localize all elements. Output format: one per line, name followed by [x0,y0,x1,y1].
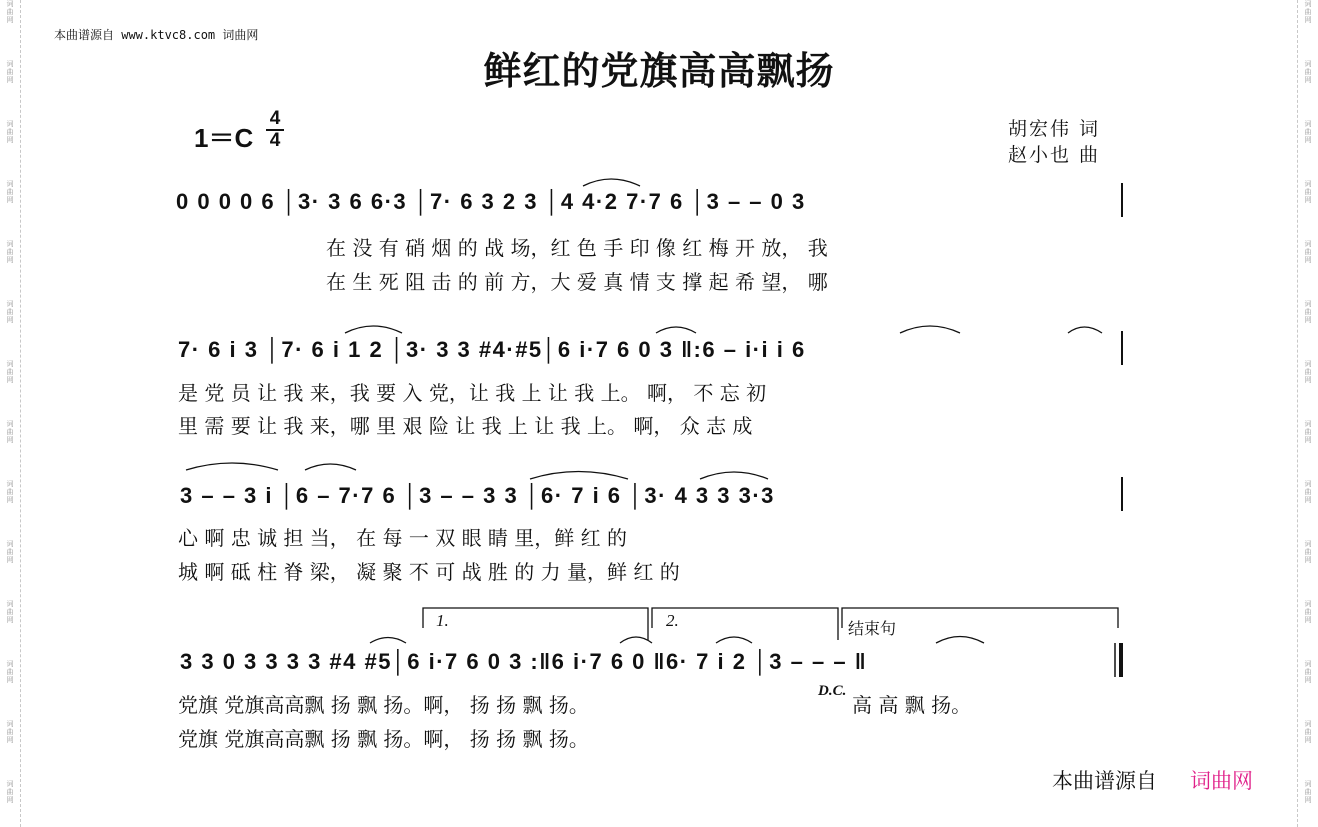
margin-watermark: 词 曲 网 [6,120,14,144]
slur [1068,327,1102,333]
time-signature [266,110,284,150]
margin-watermark: 词 曲 网 [1304,0,1312,24]
margin-watermark: 词 曲 网 [6,600,14,624]
lyricist-credit: 胡宏伟 词 [1008,118,1101,140]
volta-1-bracket [423,608,648,640]
volta-1-label: 1. [436,611,449,630]
slur [530,472,628,480]
margin-watermark: 词 曲 网 [6,300,14,324]
time-signature-top: 4 [269,108,281,129]
slur [700,472,768,479]
time-signature-bottom: 4 [269,130,281,151]
margin-watermark: 词 曲 网 [6,360,14,384]
slur [656,327,696,333]
slur [370,638,406,644]
lyric-line-3-verse1: 心 啊 忠 诚 担 当， 在 每 一 双 眼 睛 里，鲜 红 的 [178,526,628,550]
notation-line-3: 3 – – 3 i │6 – 7·7 6 │3 – – 3 3 │6· 7 i 6 │3· 4 3 3 3·3 [180,483,775,508]
margin-watermark: 词 曲 网 [1304,180,1312,204]
margin-watermark: 词 曲 网 [1304,300,1312,324]
margin-watermark: 词 曲 网 [1304,660,1312,684]
margin-watermark: 词 曲 网 [1304,720,1312,744]
margin-watermark: 词 曲 网 [6,480,14,504]
margin-watermark: 词 曲 网 [1304,60,1312,84]
margin-watermark: 词 曲 网 [6,60,14,84]
margin-watermark: 词 曲 网 [1304,240,1312,264]
slur [620,637,652,643]
margin-watermark: 词 曲 网 [1304,120,1312,144]
lyric-line-4-verse1: 党旗 党旗高高飘 扬 飘 扬。啊， 扬 扬 飘 扬。 [178,693,589,717]
dc-mark: D.C. [818,683,847,699]
margin-watermark: 词 曲 网 [6,180,14,204]
margin-watermark: 词 曲 网 [1304,540,1312,564]
key-signature: 1＝C [194,123,254,153]
margin-watermark: 词 曲 网 [1304,480,1312,504]
lyric-line-4-verse2: 党旗 党旗高高飘 扬 飘 扬。啊， 扬 扬 飘 扬。 [178,727,589,751]
margin-watermark: 词 曲 网 [6,780,14,804]
margin-watermark: 词 曲 网 [6,720,14,744]
footer-source-label: 本曲谱源自 [1052,769,1157,793]
notation-line-1: 0 0 0 0 6 │3· 3 6 6·3 │7· 6 3 2 3 │4 4·2 7·7 6 │3 – – 0 3 [176,189,806,214]
slur [305,464,356,470]
margin-watermark: 词 曲 网 [6,240,14,264]
margin-watermark: 词 曲 网 [1304,600,1312,624]
notation-line-2: 7· 6 i 3 │7· 6 i 1 2 │3· 3 3 #4·#5│6 i·7 6 0 3 ‖:6 – i·i i 6 [178,337,806,362]
song-title: 鲜红的党旗高高飘扬 [483,48,835,93]
margin-watermark: 词 曲 网 [6,660,14,684]
slur [716,637,752,643]
slur [345,326,402,333]
lyric-line-2-verse2: 里 需 要 让 我 来，哪 里 艰 险 让 我 上 让 我 上。 啊， 众 志 成 [178,414,753,438]
lyric-line-3-verse2: 城 啊 砥 柱 脊 梁， 凝 聚 不 可 战 胜 的 力 量，鲜 红 的 [178,560,680,584]
ending-label: 结束句 [848,619,897,638]
margin-watermark: 词 曲 网 [1304,780,1312,804]
notation-line-4: 3 3 0 3 3 3 3 #4 #5│6 i·7 6 0 3 :‖6 i·7 6 0 ‖6· 7 i 2 │3 – – – ‖ [180,649,868,674]
lyric-line-4-ending: 高 高 飘 扬。 [852,693,972,717]
footer-source-site[interactable]: 词曲网 [1190,769,1253,793]
slur [186,463,278,470]
lyric-line-1-verse2: 在 生 死 阻 击 的 前 方，大 爱 真 情 支 撑 起 希 望， 哪 [326,270,828,294]
lyric-line-1-verse1: 在 没 有 硝 烟 的 战 场，红 色 手 印 像 红 梅 开 放， 我 [326,236,828,260]
composer-credit: 赵小也 曲 [1008,144,1101,166]
volta-2-bracket [652,608,838,640]
margin-watermark: 词 曲 网 [6,420,14,444]
volta-2-label: 2. [666,611,679,630]
margin-watermark: 词 曲 网 [1304,360,1312,384]
lyric-line-2-verse1: 是 党 员 让 我 来，我 要 入 党，让 我 上 让 我 上。 啊， 不 忘 初 [178,381,767,405]
margin-watermark: 词 曲 网 [1304,420,1312,444]
slur [583,179,640,186]
slur [900,326,960,333]
slur [936,637,984,644]
source-header: 本曲谱源自 www.ktvc8.com 词曲网 [54,28,259,42]
margin-watermark: 词 曲 网 [6,540,14,564]
margin-watermark: 词 曲 网 [6,0,14,24]
